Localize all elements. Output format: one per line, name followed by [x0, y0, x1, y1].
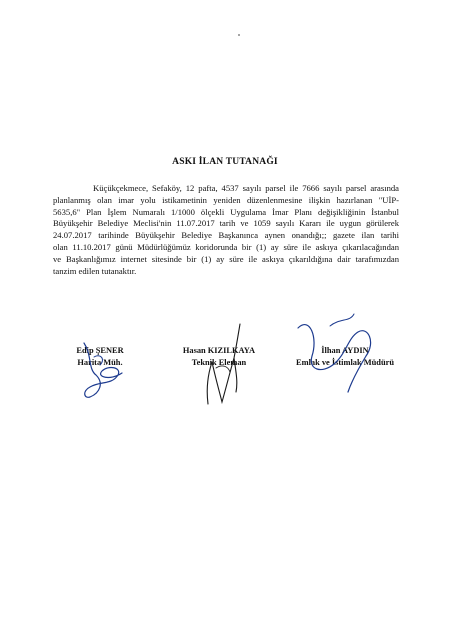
body-line: ve Başkanlığımız internet sitesinde bir (1) ay süre ile askıya çıkarıldığına dair tarafımızdan — [53, 253, 399, 264]
signer-name: Edip ŞENER — [76, 346, 124, 355]
signer-name: Hasan KIZILKAYA — [182, 346, 256, 355]
signature-block-2 — [173, 345, 265, 368]
document-title: ASKI İLAN TUTANAĞI — [172, 157, 278, 167]
signer-role: Harita Müh. — [77, 357, 123, 367]
body-line: 5635,6" Plan İşlem Numaralı 1/1000 ölçekli Uygulama İmar Planı değişikliğinin İstanbul — [53, 206, 399, 217]
signer-role: Teknik Eleman — [191, 357, 247, 367]
body-line: 24.07.2017 tarihinde Büyükşehir Belediye Başkanınca aynen onandığı;; gazete ilan tarihi — [53, 230, 399, 241]
signer-name: İlhan AYDIN — [321, 346, 369, 355]
document-body — [53, 183, 399, 277]
body-line: Küçükçekmece, Sefaköy, 12 pafta, 4537 sayılı parsel ile 7666 sayılı parsel arasında — [93, 183, 399, 193]
signature-block-1 — [58, 345, 142, 368]
signer-role: Emlak ve İstimlak Müdürü — [296, 357, 394, 367]
body-line: tanzim edilen tutanaktır. — [53, 265, 137, 276]
body-line: planlanmış olan imar yolu istikametinin yeniden düzenlenmesine ilişkin hazırlanan "UİP- — [53, 194, 399, 205]
body-line: olan 11.10.2017 günü Müdürlüğümüz koridorunda bir (1) ay süre ile askıya çıkarılacağından — [53, 241, 399, 252]
signature-block-3 — [286, 345, 404, 368]
scan-speck — [238, 34, 240, 36]
body-line: Büyükşehir Belediye Meclisi'nin 11.07.2017 tarih ve 1059 sayılı Kararı ile uygun görülerek — [53, 218, 399, 229]
